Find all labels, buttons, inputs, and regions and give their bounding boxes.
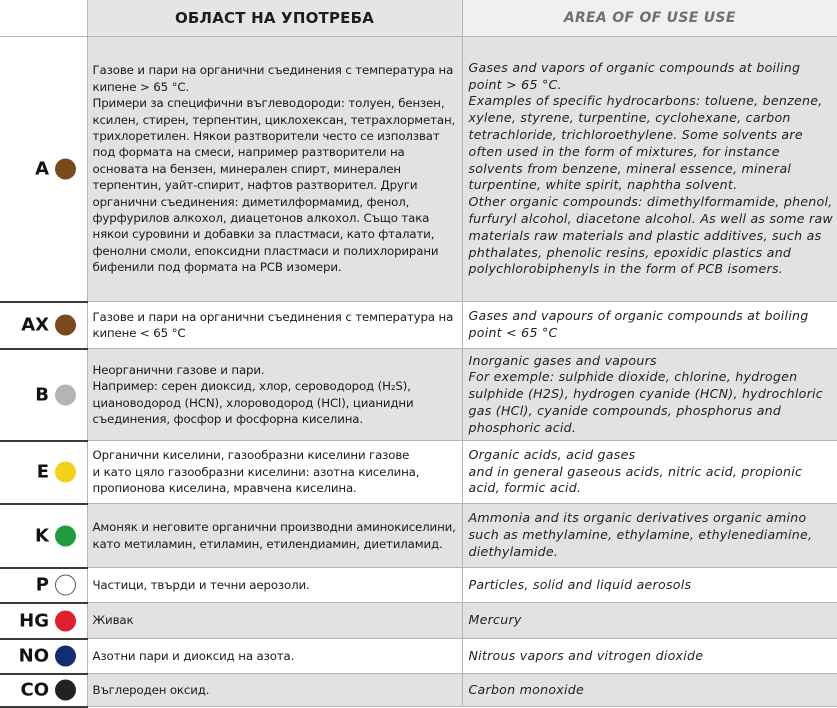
en-description (462, 349, 837, 441)
table-row-co (0, 674, 837, 707)
bg-text: Органични киселини, газообразни киселини газове (92, 448, 410, 463)
en-text: and in general gaseous acids, nitric acid, propionic acid, formic acid. (468, 463, 803, 496)
code-cell (0, 639, 87, 674)
filter-code-label: K (35, 525, 49, 546)
en-description (462, 504, 837, 568)
table-row-no (0, 639, 837, 674)
en-text: Gases and vapors of organic compounds at boiling point > 65 °C. (468, 59, 801, 92)
yellow-dot-icon (55, 462, 76, 483)
table-row-ax (0, 302, 837, 349)
en-text: Carbon monoxide (468, 681, 584, 697)
bg-text: Азотни пари и диоксид на азота. (92, 648, 295, 663)
en-text: Other organic compounds: dimethylformamide, phenol, furfuryl alcohol, diacetone alcohol. As well as some raw materials raw materials and plastic additives, such as phthalates, phenolic resins, epoxidic plastics and polychlorobiphenyls in the form of PCB isomers. (468, 194, 833, 277)
en-text: For exemple: sulphide dioxide, chlorine, hydrogen sulphide (H2S), hydrogen cyanide (HCN), hydrochloric gas (HCl), cyanide compounds, phosphorus and phosphoric acid. (468, 369, 823, 435)
en-description (462, 302, 837, 349)
en-description (462, 639, 837, 674)
table-row-hg (0, 603, 837, 639)
white-dot-icon (55, 575, 76, 596)
table-row-p (0, 568, 837, 603)
header-code-cell (0, 0, 87, 37)
filter-code-label: E (36, 461, 49, 483)
en-text: Ammonia and its organic derivatives organic amino such as methylamine, ethylamine, ethylenediamine, diethylamide. (468, 510, 813, 559)
bg-description (87, 674, 462, 707)
en-text: Mercury (468, 612, 522, 628)
code-cell (0, 568, 87, 603)
en-description (462, 568, 837, 603)
bg-text: Неорганични газове и пари. (92, 362, 265, 377)
black-dot-icon (55, 680, 76, 701)
header-en-title: AREA OF OF USE USE (462, 0, 837, 37)
en-text: Examples of specific hydrocarbons: toluene, benzene, xylene, styrene, turpentine, cyclohexane, carbon tetrachloride, trichloroethylene. Some solvents are often used in the form of mixtures, for instance solvents from benzene, mineral essence, mineral turpentine, white spirit, naphtha solvent. (468, 93, 823, 193)
en-text: Particles, solid and liquid aerosols (468, 576, 692, 592)
code-cell (0, 302, 87, 349)
header-bg-title: ОБЛАСТ НА УПОТРЕБА (87, 0, 462, 37)
en-text: Nitrous vapors and vitrogen dioxide (468, 647, 704, 663)
bg-description (87, 37, 462, 302)
code-cell (0, 603, 87, 639)
bg-text: Въглероден оксид. (92, 682, 210, 697)
bg-text: Частици, твърди и течни аерозоли. (92, 577, 310, 592)
bg-description (87, 302, 462, 349)
filter-code-label: P (35, 574, 49, 596)
table-row-b (0, 349, 837, 441)
code-cell (0, 349, 87, 441)
red-dot-icon (55, 610, 76, 631)
bg-text: Примери за специфични въглеводороди: толуен, бензен, ксилен, стирен, терпентин, циклохексан, тетрахлорметан, трихлоретилен. Някои разтворители често се използват под формата на смеси, например разтворители на основата на бензен, минерален спирт, минерален терпентин, уайт-спирит, нафтов разтворител. Други органични съединения: диметилформамид, фенол, фурфурилов алкохол, диацетонов алкохол. Също така някои суровини и добавки за пластмаси, като фталати, фенолни смоли, епоксидни пластмаси и полихлорирани бифенили под формата на PCB изомери. (92, 96, 456, 275)
bg-text: Амоняк и неговите органични производни аминокиселини, като метиламин, етиламин, етилендиамин, диетиламид. (92, 520, 456, 551)
bg-text: Например: серен диоксид, хлор, сероводород (H₂S), циановодород (HCN), хлороводород (HCl), цианидни съединения, фосфор и фосфорна киселина. (92, 379, 414, 426)
header-row (0, 0, 837, 37)
navy-dot-icon (55, 646, 76, 667)
filter-code-label: CO (20, 679, 49, 701)
table-row-a (0, 37, 837, 302)
en-description (462, 441, 837, 504)
filter-code-label: AX (21, 314, 49, 336)
bg-text: Газове и пари на органични съединения с температура на кипене < 65 °C (92, 309, 454, 340)
grey-dot-icon (55, 384, 76, 405)
en-description (462, 37, 837, 302)
en-description (462, 603, 837, 639)
en-text: Organic acids, acid gases (468, 446, 636, 462)
bg-text: Живак (92, 613, 134, 628)
table-row-k (0, 504, 837, 568)
bg-description (87, 639, 462, 674)
bg-description (87, 568, 462, 603)
filter-code-label: HG (19, 610, 49, 631)
brown-dot-icon (55, 315, 76, 336)
code-cell (0, 37, 87, 302)
bg-description (87, 603, 462, 639)
filter-code-label: B (35, 384, 49, 405)
filter-code-label: A (35, 158, 49, 180)
brown-dot-icon (55, 158, 76, 179)
en-text: Inorganic gases and vapours (468, 352, 657, 368)
code-cell (0, 504, 87, 568)
bg-text: Газове и пари на органични съединения с температура на кипене > 65 °C. (92, 63, 454, 94)
green-dot-icon (55, 525, 76, 546)
bg-description (87, 441, 462, 504)
en-text: Gases and vapours of organic compounds at boiling point < 65 °C (468, 308, 809, 340)
code-cell (0, 441, 87, 504)
code-cell (0, 674, 87, 707)
en-description (462, 674, 837, 707)
bg-description (87, 504, 462, 568)
table-row-e (0, 441, 837, 504)
bg-text: и като цяло газообразни киселини: азотна киселина, пропионова киселина, мравчена киселина. (92, 464, 420, 496)
filter-code-label: NO (18, 645, 49, 667)
bg-description (87, 349, 462, 441)
